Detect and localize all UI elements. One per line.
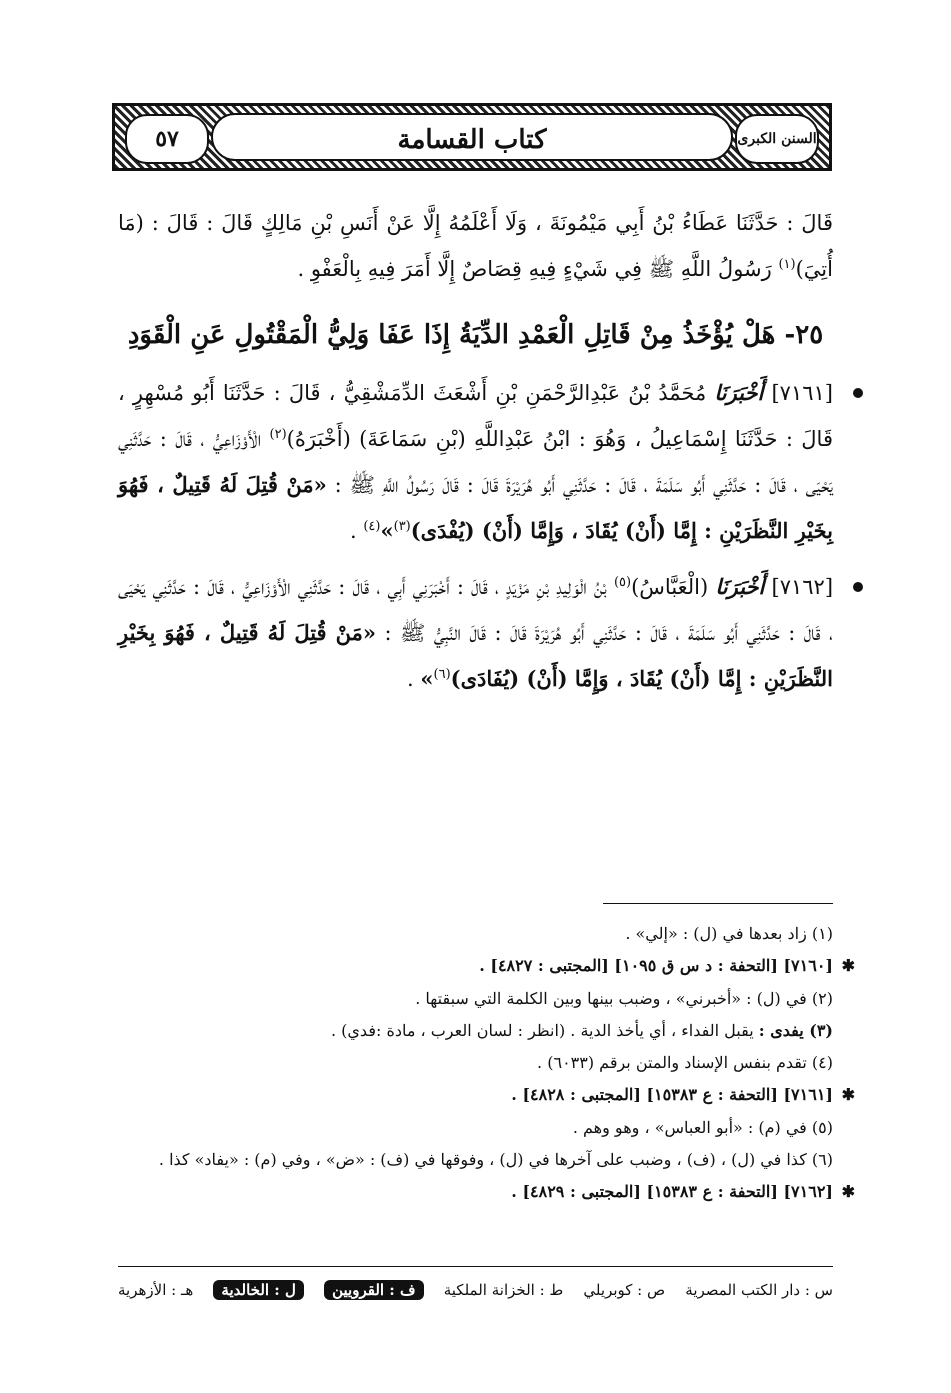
hadith-end: . (407, 667, 414, 691)
footnote-ref[interactable]: (٢) (269, 427, 287, 442)
citation-text: [٧١٦١] [التحفة : ع ١٥٣٨٣] [المجتبى : ٤٨٢٨] . (511, 1085, 833, 1105)
akhbarana-word: أَخْبَرَنَا (715, 574, 765, 599)
hadith-end: . (349, 519, 357, 543)
isnad-part-2: الْأَوْزَاعِيُّ ، قَالَ : حَدَّثَنِي يَحْيَى ، قَالَ : حَدَّثَنِي أَبُو سَلَمَةَ ، قَالَ : حَدَّثَنِي أَبُو هُرَيْرَةَ قَالَ : قَالَ رَسُولُ اللَّهِ ﷺ : (118, 427, 833, 497)
hadith-7161 (118, 370, 833, 554)
book-title: كتاب القسامة (397, 125, 547, 155)
isnad-part-2: بْنُ الْوَلِيدِ بْنِ مَزْيَدٍ ، قَالَ : أَخْبَرَنِي أَبِي ، قَالَ : حَدَّثَنِي الْأَوْزَاعِيُّ ، قَالَ : حَدَّثَنِي يَحْيَى ، قَالَ : حَدَّثَنِي أَبُو سَلَمَةَ ، قَالَ : حَدَّثَنِي أَبُو هُرَيْرَةَ قَالَ : قَالَ النَّبِيُّ ﷺ : (118, 575, 833, 645)
footnote-4 (118, 1047, 833, 1079)
footnote-text: (١) زاد بعدها في (ل) : «إلي» . (625, 924, 833, 943)
matn-close-quote: » (380, 518, 394, 543)
intro-line-2-pre: (مَا أُتِيَ) (118, 211, 833, 281)
footnote-text: (٢) في (ل) : «أخبرني» ، وضبب بينها وبين الكلمة التي سبقتها . (415, 988, 833, 1008)
citation-text: [٧١٦٢] [التحفة : ع ١٥٣٨٣] [المجتبى : ٤٨٢٩] . (511, 1182, 833, 1202)
footnote-6 (118, 1144, 833, 1176)
header-title-band (211, 113, 733, 161)
intro-line-2-post: رَسُولُ اللَّهِ ﷺ فِي شَيْءٍ فِيهِ قِصَاصٌ إِلَّا أَمَرَ فِيهِ بِالْعَفْوِ . (297, 257, 772, 281)
footnote-text: (٥) في (م) : «أبو العباس» ، وهو وهم . (572, 1117, 833, 1137)
page-number-box (125, 114, 209, 164)
footnote-divider (603, 903, 833, 904)
isnad-part-1: مُحَمَّدُ بْنُ عَبْدِالرَّحْمَنِ بْنِ أَشْعَثَ الدِّمَشْقِيُّ ، قَالَ : حَدَّثَنَا أَبُو مُسْهِرٍ ، قَالَ : حَدَّثَنَا إِسْمَاعِيلُ ، وَهُوَ : ابْنُ عَبْدِاللَّهِ (بْنِ سَمَاعَةَ) (أَخْبَرَهُ) (118, 381, 833, 451)
abbreviations-divider (118, 1266, 833, 1267)
abbr-khalidiyya: ل : الخالدية (213, 1280, 304, 1300)
book-emblem (735, 114, 819, 164)
citation-7160 (118, 950, 855, 982)
abbr-royal-library: ط : الخزانة الملكية (443, 1281, 564, 1299)
intro-paragraph (118, 200, 833, 292)
footnote-text: (٦) كذا في (ل) ، (ف) ، وضبب على آخرها في (ل) ، وفوقها في (ف) : «ض» ، وفي (م) : «يفاد» كذا . (158, 1150, 833, 1170)
footnote-label: (٣) يفدى : (758, 1020, 833, 1040)
star-icon: ✱ (841, 1085, 855, 1105)
footnote-ref[interactable]: (٤) (363, 519, 381, 534)
citation-7162 (118, 1176, 855, 1208)
abbr-egyptian-library: س : دار الكتب المصرية (685, 1281, 833, 1299)
main-text (118, 200, 833, 712)
akhbarana-word: أَخْبَرَنَا (714, 380, 764, 405)
star-icon: ✱ (841, 1182, 855, 1202)
star-icon: ✱ (841, 956, 855, 976)
abbr-qarawiyyin: ف : القرويين (324, 1280, 424, 1300)
manuscript-abbreviations (118, 1276, 833, 1304)
matn-close-quote: » (420, 666, 434, 691)
footnote-ref[interactable]: (٥) (613, 575, 632, 590)
bullet-icon (853, 582, 863, 592)
footnote-1 (118, 918, 833, 950)
emblem-text: السنن الكبرى (737, 131, 817, 147)
footnote-ref[interactable]: (٦) (433, 667, 451, 682)
footnote-ref[interactable]: (١) (778, 257, 796, 272)
citation-text: [٧١٦٠] [التحفة : د س ق ١٠٩٥] [المجتبى : ٤٨٢٧] . (479, 956, 833, 976)
citation-7161 (118, 1079, 855, 1111)
footnote-3 (118, 1015, 833, 1047)
footnote-ref[interactable]: (٣) (393, 519, 411, 534)
matn-text: «مَنْ قُتِلَ لَهُ قَتِيلٌ ، فَهُوَ بِخَيْرِ النَّظَرَيْنِ : إِمَّا (أَنْ) يُقَادَ ، وَإِمَّا (أَنْ) (يُفْدَى) (118, 472, 833, 543)
matn-text: «مَنْ قُتِلَ لَهُ قَتِيلٌ ، فَهُوَ بِخَيْرِ النَّظَرَيْنِ : إِمَّا (أَنْ) يُقَادَ ، وَإِمَّا (أَنْ) (يُفَادَى) (118, 620, 833, 691)
footnotes (118, 918, 855, 1209)
footnote-2 (118, 983, 833, 1015)
hadith-7162 (118, 564, 833, 702)
page-header-frame (112, 103, 832, 171)
abbr-azhariyya: هـ : الأزهرية (118, 1281, 194, 1299)
isnad-part-1: (الْعَبَّاسُ) (631, 575, 709, 599)
footnote-text: (٤) تقدم بنفس الإسناد والمتن برقم (٦٠٣٣) . (537, 1053, 833, 1073)
hadith-number: [٧١٦١] (771, 381, 833, 405)
hadith-number: [٧١٦٢] (771, 575, 834, 599)
bullet-icon (853, 388, 863, 398)
intro-line-1: قَالَ : حَدَّثَنَا عَطَاءُ بْنُ أَبِي مَيْمُونَةَ ، وَلَا أَعْلَمُهُ إِلَّا عَنْ أَنَسِ بْنِ مَالِكٍ قَالَ : قَالَ : (151, 211, 833, 235)
page-number: ٥٧ (155, 126, 179, 152)
footnote-text: يقبل الفداء ، أي يأخذ الدية . (انظر : لسان العرب ، مادة :فدي) . (330, 1020, 754, 1040)
footnote-5 (118, 1112, 833, 1144)
section-title: ٢٥- هَلْ يُؤْخَذُ مِنْ قَاتِلِ الْعَمْدِ الدِّيَةُ إِذَا عَفَا وَلِيُّ الْمَقْتُولِ عَنِ الْقَوَدِ (127, 320, 824, 350)
abbr-koprulu: ص : كوبريلي (583, 1281, 666, 1299)
